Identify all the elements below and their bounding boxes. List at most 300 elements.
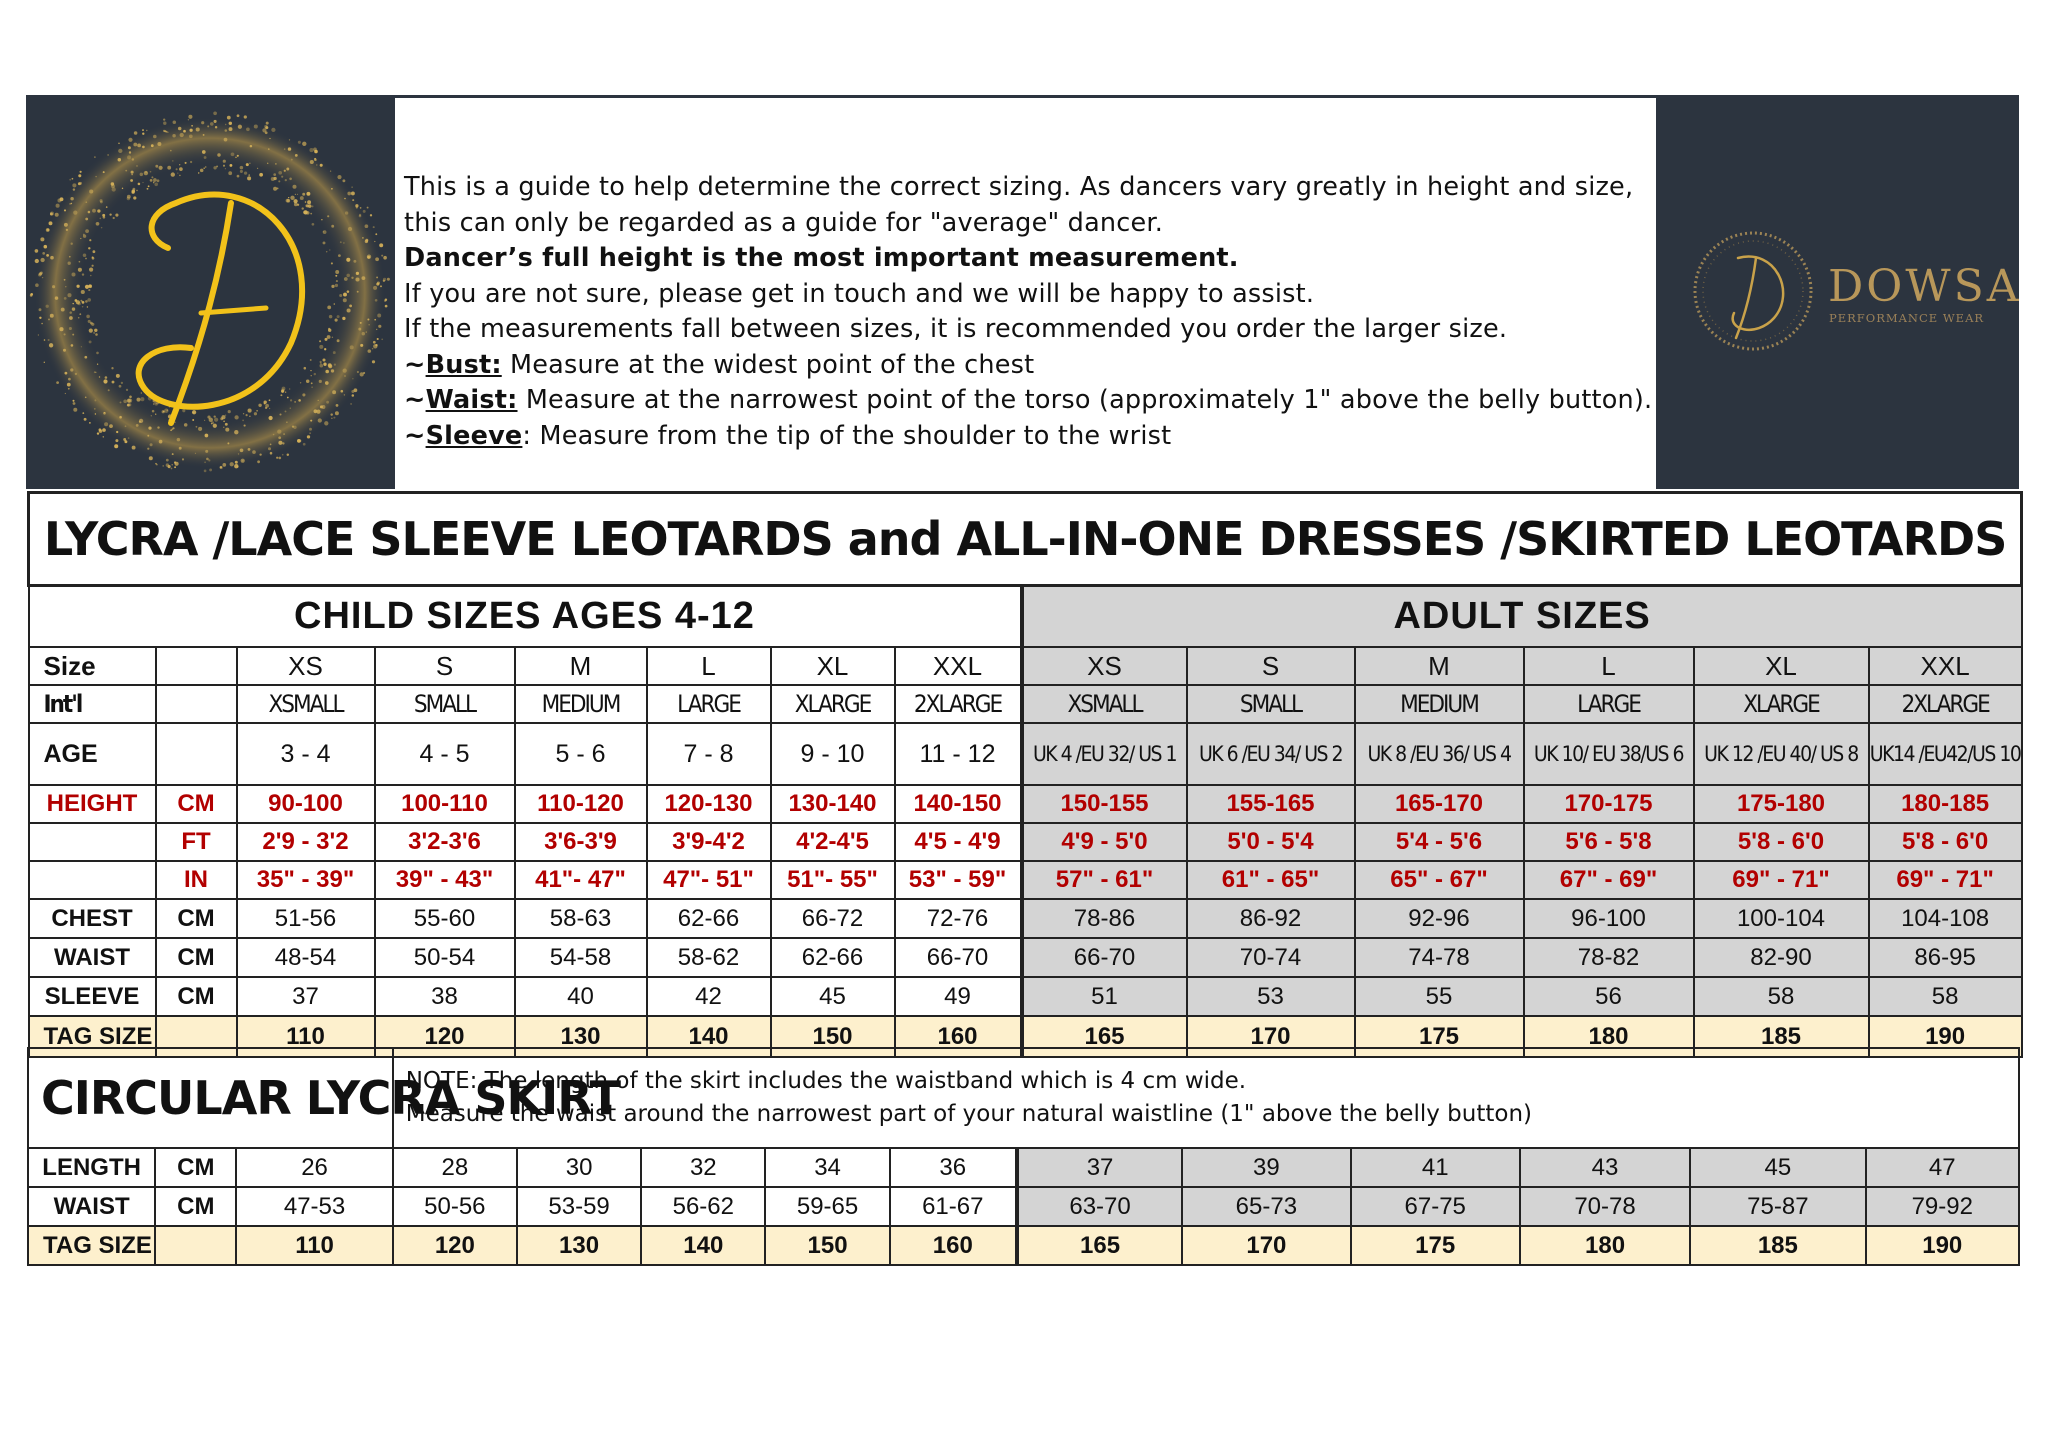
logo-speckle xyxy=(258,404,261,407)
waist-label: WAIST xyxy=(29,938,156,977)
height-ft-cell: 3'2-3'6 xyxy=(375,823,515,861)
logo-speckle xyxy=(201,121,204,124)
logo-speckle xyxy=(105,376,108,379)
logo-speckle xyxy=(61,308,65,312)
logo-speckle xyxy=(85,218,88,221)
logo-speckle xyxy=(145,171,147,173)
logo-speckle xyxy=(340,241,342,243)
logo-speckle xyxy=(314,373,316,375)
logo-speckle xyxy=(266,122,269,125)
logo-speckle xyxy=(322,358,325,361)
guide-line: this can only be regarded as a guide for "average" dancer. xyxy=(404,207,1164,238)
logo-speckle xyxy=(381,255,383,257)
logo-speckle xyxy=(342,179,345,182)
logo-speckle xyxy=(337,315,340,318)
logo-speckle xyxy=(68,378,71,381)
height-in-cell: 53" - 59" xyxy=(895,861,1022,899)
brand-tagline-text: PERFORMANCE WEAR xyxy=(1829,311,1985,325)
guide-important-line: Dancer’s full height is the most important measurement. xyxy=(404,243,1239,273)
logo-speckle xyxy=(171,172,175,176)
height-in-cell: 69" - 71" xyxy=(1869,861,2022,899)
logo-speckle xyxy=(137,144,141,148)
tag-size-cell: 130 xyxy=(515,1016,647,1057)
height-in-cell: 51"- 55" xyxy=(771,861,895,899)
logo-speckle xyxy=(365,224,369,228)
logo-speckle xyxy=(56,204,60,208)
logo-speckle xyxy=(131,191,134,194)
logo-speckle xyxy=(281,176,283,178)
logo-speckle xyxy=(118,158,121,161)
tag-size-cell: 110 xyxy=(237,1016,375,1057)
logo-speckle xyxy=(273,173,276,176)
logo-speckle xyxy=(103,379,107,383)
height-cm-cell: 120-130 xyxy=(647,785,771,823)
logo-speckle xyxy=(356,272,359,275)
logo-speckle xyxy=(285,391,286,392)
logo-speckle xyxy=(126,389,128,391)
logo-speckle xyxy=(142,133,144,135)
tag-size-cell: 175 xyxy=(1355,1016,1524,1057)
logo-speckle xyxy=(309,428,312,431)
logo-speckle xyxy=(125,425,127,427)
logo-speckle xyxy=(133,196,136,199)
logo-speckle xyxy=(214,415,216,417)
logo-speckle xyxy=(49,343,53,347)
logo-speckle xyxy=(326,401,329,404)
logo-speckle xyxy=(344,394,345,395)
logo-speckle xyxy=(75,299,78,302)
logo-speckle xyxy=(85,300,88,303)
logo-speckle xyxy=(131,171,134,174)
logo-speckle xyxy=(240,448,244,452)
logo-speckle xyxy=(321,219,322,220)
sleeve-cell: 55 xyxy=(1355,977,1524,1016)
skirt-waist-cell: 50-56 xyxy=(393,1187,517,1226)
logo-speckle xyxy=(46,254,49,257)
logo-speckle xyxy=(40,237,44,241)
logo-speckle xyxy=(335,270,339,274)
sleeve-cell: 42 xyxy=(647,977,771,1016)
logo-speckle xyxy=(103,436,104,437)
logo-speckle xyxy=(139,421,141,423)
logo-speckle xyxy=(375,344,377,346)
bust-instruction xyxy=(404,348,1654,384)
logo-speckle xyxy=(149,456,153,460)
logo-speckle xyxy=(287,454,289,456)
logo-speckle xyxy=(67,293,71,297)
logo-speckle xyxy=(290,407,291,408)
logo-speckle xyxy=(146,130,147,131)
logo-speckle xyxy=(358,328,361,331)
logo-speckle xyxy=(179,164,180,165)
logo-speckle xyxy=(70,197,73,200)
logo-speckle xyxy=(343,368,347,372)
logo-speckle xyxy=(202,150,206,154)
logo-speckle xyxy=(362,332,365,335)
logo-speckle xyxy=(196,426,198,428)
size-unit xyxy=(156,647,237,685)
intl-cell: SMALL xyxy=(375,685,515,723)
logo-speckle xyxy=(92,265,94,267)
logo-speckle xyxy=(85,201,87,203)
chest-cell: 58-63 xyxy=(515,899,647,938)
skirt-waist-cell: 79-92 xyxy=(1866,1187,2019,1226)
logo-speckle xyxy=(338,254,341,257)
logo-speckle xyxy=(360,344,363,347)
sleeve-label: SLEEVE xyxy=(29,977,156,1016)
logo-speckle xyxy=(294,199,298,203)
height-ft-cell: 4'5 - 4'9 xyxy=(895,823,1022,861)
guide-line: This is a guide to help determine the correct sizing. As dancers vary greatly in height and size, xyxy=(404,172,1634,202)
logo-speckle xyxy=(271,128,275,132)
logo-speckle xyxy=(68,388,70,390)
logo-speckle xyxy=(311,382,313,384)
sleeve-term: Sleeve xyxy=(425,420,523,451)
logo-speckle xyxy=(171,464,172,465)
logo-speckle xyxy=(304,367,307,370)
logo-speckle xyxy=(204,461,206,463)
logo-speckle xyxy=(264,403,266,405)
logo-speckle xyxy=(104,412,105,413)
skirt-tag-size-cell: 110 xyxy=(236,1226,392,1265)
logo-speckle xyxy=(195,453,196,454)
skirt-length-cell: 41 xyxy=(1351,1148,1520,1187)
logo-speckle xyxy=(42,277,43,278)
logo-speckle xyxy=(246,414,248,416)
skirt-waist-unit: CM xyxy=(155,1187,236,1226)
age-cell: 4 - 5 xyxy=(375,723,515,785)
logo-speckle xyxy=(85,258,87,260)
sleeve-prefix: ~ xyxy=(404,420,426,451)
logo-speckle xyxy=(227,442,229,444)
logo-speckle xyxy=(85,396,87,398)
logo-speckle xyxy=(189,129,192,132)
wordmark-logo-art xyxy=(1656,98,2022,489)
height-cm-cell: 165-170 xyxy=(1355,785,1524,823)
logo-speckle xyxy=(152,410,155,413)
logo-speckle xyxy=(367,318,369,320)
logo-speckle xyxy=(335,319,338,322)
intl-cell: XSMALL xyxy=(237,685,375,723)
logo-speckle xyxy=(328,363,332,367)
logo-speckle xyxy=(225,129,228,132)
logo-speckle xyxy=(240,166,244,170)
logo-speckle xyxy=(323,363,326,366)
logo-speckle xyxy=(235,157,236,158)
tag-size-cell: 185 xyxy=(1694,1016,1869,1057)
waist-cell: 48-54 xyxy=(237,938,375,977)
sleeve-row xyxy=(29,977,2022,1016)
logo-speckle xyxy=(30,294,33,297)
age-unit xyxy=(156,723,237,785)
logo-speckle xyxy=(79,313,81,315)
logo-speckle xyxy=(248,174,250,176)
height-in-row xyxy=(29,861,2022,899)
logo-speckle xyxy=(69,256,71,258)
chest-cell: 72-76 xyxy=(895,899,1022,938)
logo-speckle xyxy=(360,322,362,324)
skirt-note-line: Measure the waist around the narrowest part of your natural waistline (1" above the belly button) xyxy=(405,1101,1532,1127)
logo-speckle xyxy=(336,404,339,407)
logo-speckle xyxy=(64,223,68,227)
logo-speckle xyxy=(95,333,98,336)
logo-speckle xyxy=(138,183,141,186)
logo-speckle xyxy=(298,399,301,402)
logo-speckle xyxy=(360,207,362,209)
logo-speckle xyxy=(35,259,39,263)
sleeve-cell: 53 xyxy=(1187,977,1355,1016)
logo-speckle xyxy=(35,249,39,253)
logo-speckle xyxy=(100,199,103,202)
logo-speckle xyxy=(142,182,143,183)
logo-speckle xyxy=(379,243,383,247)
logo-speckle xyxy=(343,242,344,243)
monogram-logo-art xyxy=(26,98,395,489)
skirt-waist-row xyxy=(28,1187,2019,1226)
logo-speckle xyxy=(307,435,310,438)
logo-speckle xyxy=(369,324,370,325)
logo-speckle xyxy=(48,339,50,341)
logo-speckle xyxy=(40,258,44,262)
logo-speckle xyxy=(302,193,305,196)
height-ft-cell: 4'9 - 5'0 xyxy=(1022,823,1187,861)
logo-speckle xyxy=(94,156,96,158)
logo-speckle xyxy=(302,142,306,146)
logo-speckle xyxy=(310,370,311,371)
logo-speckle xyxy=(377,314,381,318)
height-cm-row xyxy=(29,785,2022,823)
logo-speckle xyxy=(141,392,142,393)
logo-speckle xyxy=(178,127,182,131)
bust-term: Bust: xyxy=(425,349,502,380)
logo-speckle xyxy=(157,426,159,428)
logo-speckle xyxy=(89,239,91,241)
logo-speckle xyxy=(128,437,130,439)
logo-speckle xyxy=(320,164,323,167)
logo-speckle xyxy=(215,126,217,128)
logo-speckle xyxy=(64,333,66,335)
logo-speckle xyxy=(347,192,351,196)
logo-speckle xyxy=(224,138,228,142)
sleeve-cell: 58 xyxy=(1694,977,1869,1016)
logo-speckle xyxy=(372,348,374,350)
logo-speckle xyxy=(213,424,217,428)
size-cell: L xyxy=(647,647,771,685)
height-ft-cell: 5'8 - 6'0 xyxy=(1694,823,1869,861)
logo-speckle xyxy=(79,261,81,263)
logo-speckle xyxy=(331,418,332,419)
logo-speckle xyxy=(177,438,181,442)
logo-speckle xyxy=(268,447,271,450)
logo-speckle xyxy=(72,273,76,277)
logo-speckle xyxy=(286,199,290,203)
logo-speckle xyxy=(90,275,92,277)
skirt-size-table xyxy=(27,1047,2020,1266)
logo-speckle xyxy=(277,187,279,189)
logo-speckle xyxy=(64,279,66,281)
height-cm-cell: 100-110 xyxy=(375,785,515,823)
logo-speckle xyxy=(286,422,287,423)
logo-speckle xyxy=(103,216,106,219)
logo-speckle xyxy=(285,410,287,412)
logo-speckle xyxy=(385,305,388,308)
logo-speckle xyxy=(92,256,94,258)
logo-speckle xyxy=(39,308,42,311)
logo-speckle xyxy=(159,440,163,444)
waist-unit: CM xyxy=(156,938,237,977)
skirt-tag-size-unit xyxy=(155,1226,236,1265)
logo-speckle xyxy=(88,284,92,288)
logo-speckle xyxy=(108,389,110,391)
logo-speckle xyxy=(84,356,87,359)
sleeve-cell: 58 xyxy=(1869,977,2022,1016)
logo-speckle xyxy=(277,429,281,433)
logo-speckle xyxy=(69,203,71,205)
logo-speckle xyxy=(191,125,193,127)
logo-speckle xyxy=(175,462,179,466)
skirt-waist-cell: 61-67 xyxy=(890,1187,1017,1226)
logo-speckle xyxy=(282,442,284,444)
logo-speckle xyxy=(179,167,183,171)
waist-cell: 66-70 xyxy=(895,938,1022,977)
logo-speckle xyxy=(156,464,158,466)
skirt-waist-cell: 65-73 xyxy=(1182,1187,1350,1226)
logo-speckle xyxy=(73,408,77,412)
height-ft-cell: 5'4 - 5'6 xyxy=(1355,823,1524,861)
logo-speckle xyxy=(222,463,226,467)
logo-speckle xyxy=(375,257,379,261)
logo-speckle xyxy=(238,453,239,454)
logo-speckle xyxy=(348,227,352,231)
height-in-label xyxy=(29,861,156,899)
logo-speckle xyxy=(63,349,66,352)
logo-speckle xyxy=(223,160,226,163)
logo-speckle xyxy=(249,416,250,417)
sleeve-cell: 40 xyxy=(515,977,647,1016)
logo-speckle xyxy=(96,352,99,355)
logo-speckle xyxy=(205,434,209,438)
logo-speckle xyxy=(243,413,244,414)
height-cm-cell: 140-150 xyxy=(895,785,1022,823)
logo-speckle xyxy=(176,168,178,170)
logo-speckle xyxy=(72,307,75,310)
height-ft-cell: 5'0 - 5'4 xyxy=(1187,823,1355,861)
logo-speckle xyxy=(142,146,145,149)
logo-speckle xyxy=(278,436,281,439)
logo-speckle xyxy=(198,172,199,173)
logo-speckle xyxy=(223,165,225,167)
tag-size-cell: 140 xyxy=(647,1016,771,1057)
logo-speckle xyxy=(50,314,54,318)
logo-speckle xyxy=(142,129,144,131)
size-cell: L xyxy=(1524,647,1694,685)
tag-size-label: TAG SIZE xyxy=(29,1016,156,1057)
logo-speckle xyxy=(333,417,335,419)
logo-speckle xyxy=(88,211,91,214)
logo-speckle xyxy=(220,466,223,469)
sleeve-cell: 51 xyxy=(1022,977,1187,1016)
logo-speckle xyxy=(211,421,214,424)
sleeve-cell: 56 xyxy=(1524,977,1694,1016)
logo-speckle xyxy=(355,277,359,281)
height-in-cell: 41"- 47" xyxy=(515,861,647,899)
logo-speckle xyxy=(71,243,73,245)
logo-speckle xyxy=(370,214,372,216)
logo-speckle xyxy=(357,291,359,293)
logo-speckle xyxy=(83,235,86,238)
logo-speckle xyxy=(163,121,166,124)
logo-speckle xyxy=(254,124,258,128)
logo-speckle xyxy=(80,238,81,239)
logo-speckle xyxy=(173,120,177,124)
logo-speckle xyxy=(78,174,81,177)
logo-speckle xyxy=(331,369,334,372)
logo-speckle xyxy=(241,459,245,463)
logo-speckle xyxy=(376,329,377,330)
guide-line: If the measurements fall between sizes, it is recommended you order the larger size. xyxy=(404,314,1508,344)
logo-speckle xyxy=(121,382,123,384)
logo-speckle xyxy=(112,381,115,384)
logo-speckle xyxy=(150,443,153,446)
skirt-length-cell: 37 xyxy=(1017,1148,1182,1187)
logo-speckle xyxy=(269,399,271,401)
waist-row xyxy=(29,938,2022,977)
logo-speckle xyxy=(118,149,122,153)
logo-speckle xyxy=(305,201,307,203)
logo-speckle xyxy=(88,247,90,249)
logo-speckle xyxy=(289,178,292,181)
logo-speckle xyxy=(363,210,366,213)
size-cell: XXL xyxy=(895,647,1022,685)
logo-speckle xyxy=(114,444,118,448)
logo-speckle xyxy=(184,423,188,427)
skirt-tag-size-cell: 185 xyxy=(1690,1226,1865,1265)
logo-speckle xyxy=(72,303,73,304)
logo-speckle xyxy=(247,176,251,180)
height-in-unit: IN xyxy=(156,861,237,899)
logo-speckle xyxy=(375,299,378,302)
logo-speckle xyxy=(97,209,100,212)
height-ft-label xyxy=(29,823,156,861)
logo-speckle xyxy=(284,148,285,149)
skirt-length-unit: CM xyxy=(155,1148,236,1187)
height-in-cell: 47"- 51" xyxy=(647,861,771,899)
logo-speckle xyxy=(128,138,132,142)
logo-speckle xyxy=(204,420,205,421)
tag-size-cell: 190 xyxy=(1869,1016,2022,1057)
skirt-waist-label: WAIST xyxy=(28,1187,155,1226)
logo-speckle xyxy=(295,194,296,195)
logo-speckle xyxy=(316,410,320,414)
brand-monogram-logo xyxy=(26,98,395,489)
logo-speckle xyxy=(52,285,55,288)
intl-cell: XSMALL xyxy=(1022,685,1187,723)
skirt-waist-cell: 47-53 xyxy=(236,1187,392,1226)
logo-speckle xyxy=(99,376,100,377)
logo-speckle xyxy=(353,260,356,263)
logo-speckle xyxy=(252,450,256,454)
logo-speckle xyxy=(113,217,115,219)
logo-speckle xyxy=(343,298,347,302)
logo-speckle xyxy=(334,303,336,305)
size-cell: XL xyxy=(1694,647,1869,685)
logo-speckle xyxy=(351,186,353,188)
logo-speckle xyxy=(44,362,45,363)
logo-speckle xyxy=(240,170,243,173)
logo-speckle xyxy=(183,130,186,133)
age-cell: UK 12 /EU 40/ US 8 xyxy=(1694,723,1869,785)
age-row xyxy=(29,723,2022,785)
